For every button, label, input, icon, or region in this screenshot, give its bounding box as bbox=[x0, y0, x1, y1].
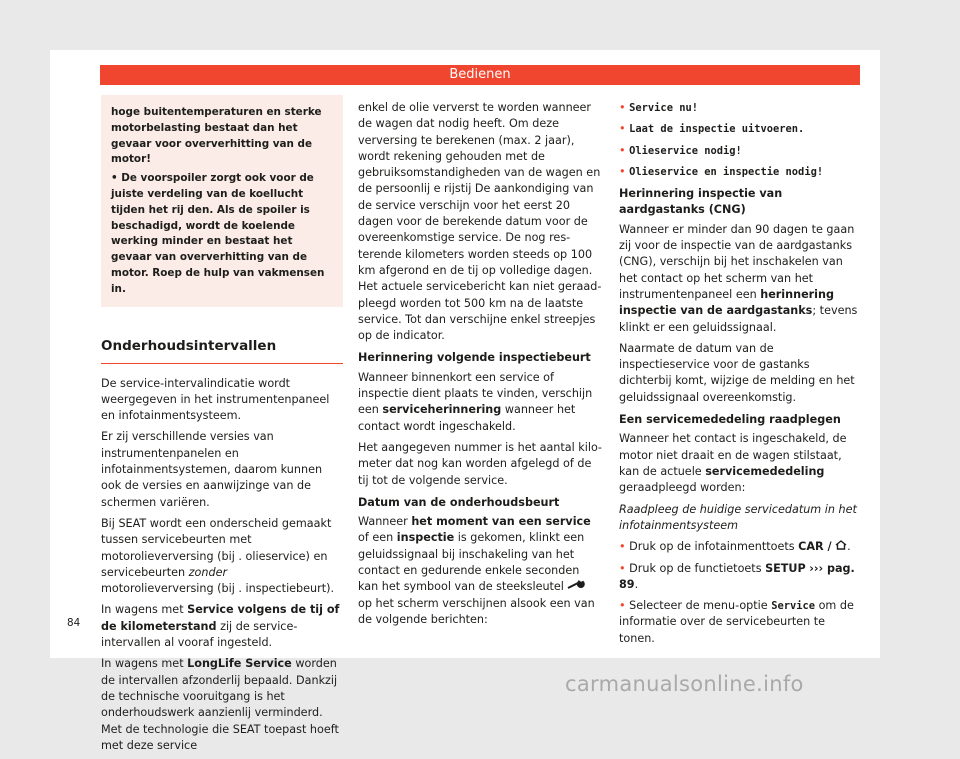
message-item: • Olieservice en inspectie nodig! bbox=[619, 164, 824, 178]
warning-line-1: hoge buitentemperaturen en sterke motorbelasting bestaat dan het gevaar voor oververhitting van de motor! bbox=[111, 106, 322, 166]
watermark: carmanualsonline.info bbox=[565, 672, 804, 696]
step-item: • Selecteer de menu-optie Service om de informatie over de servicebeurten te tonen. bbox=[619, 599, 854, 645]
paragraph: In wagens met Service volgens de tij of de kilometerstand zij de service-intervallen al vooraf ingesteld. bbox=[101, 603, 340, 650]
subheading: Datum van de onderhoudsbeurt bbox=[358, 495, 560, 509]
subheading: Herinnering volgende inspectiebeurt bbox=[358, 351, 591, 365]
message-item: • Laat de inspectie uitvoeren. bbox=[619, 122, 805, 136]
message-item: • Service nu! bbox=[619, 101, 698, 114]
paragraph: Er zij verschillende versies van instrumentenpanelen en infotainmentsystemen, daarom kunnen ook de versies en aanwijzinge van de schermen variëren. bbox=[101, 430, 323, 509]
paragraph: In wagens met LongLife Service worden de intervallen afzonderlij bepaald. Dankzij de technische vooruitgang is het onderhoudswerk aanzienlij verminderd. Met de technologie die SEAT toepast hoeft met deze service bbox=[101, 657, 339, 752]
column-1 bbox=[101, 95, 343, 759]
home-icon bbox=[835, 539, 847, 555]
step-item: • Druk op de functietoets SETUP ››› pag. 89. bbox=[619, 561, 855, 591]
message-item: • Olieservice nodig! bbox=[619, 143, 742, 157]
subheading: Herinnering inspectie van aardgastanks (CNG) bbox=[619, 187, 783, 217]
paragraph: Bij SEAT wordt een onderscheid gemaakt tussen servicebeurten met motorolieverversing (bij . olieservice) en servicebeurten zonder motorolieverversing (bij . inspectiebeurt). bbox=[101, 516, 335, 596]
step-item: • Druk op de infotainmenttoets CAR / . bbox=[619, 539, 861, 555]
section-title: Onderhoudsintervallen bbox=[101, 337, 343, 364]
paragraph: Naarmate de datum van de inspectieservice voor de gastanks dichterbij komt, wijzige de melding en het geluidssignaal overeenkomstig. bbox=[619, 341, 855, 404]
paragraph: enkel de olie ververst te worden wanneer de wagen dat nodig heeft. Om deze verversing te berekenen (max. 2 jaar), wordt rekening gehouden met de gebruiksomstandigheden van de wagen en de persoonlij e rijstij De aankondiging van de service verschijn voor het eerst 20 dagen voor de berekende datum voor de overeenkomstige service. De nog resterende kilometers worden steeds op 100 km afgerond en de tij op volledige dagen. Het actuele servicebericht kan niet geraadpleegd worden tot 500 km na de laatste service. Tot dan verschijne enkel streepjes op de indicator. bbox=[358, 101, 602, 343]
paragraph: Wanneer het contact is ingeschakeld, de motor niet draait en de wagen stilstaat, kan de actuele servicemededeling geraadpleegd worden: bbox=[619, 432, 847, 495]
warning-box bbox=[101, 95, 343, 307]
page-header: Bedienen bbox=[100, 65, 860, 85]
wrench-icon bbox=[567, 579, 585, 595]
paragraph: Wanneer het moment van een service of een inspectie is gekomen, klinkt een geluidssignaal bij inschakeling van het contact en gedurende enkele seconden kan het symbool van de steeksleutel op het scherm verschijnen alsook een van de volgende berichten: bbox=[358, 515, 595, 627]
column-3 bbox=[619, 100, 861, 652]
paragraph: Raadpleeg de huidige servicedatum in het infotainmentsysteem bbox=[619, 502, 857, 532]
subheading: Een servicemededeling raadplegen bbox=[619, 413, 841, 427]
page-number: 84 bbox=[67, 617, 81, 629]
paragraph: Wanneer er minder dan 90 dagen te gaan zij voor de inspectie van de aardgastanks (CNG), verschijn bij het inschakelen van het contact op het scherm van het instrumentenpaneel een herinnering inspectie van de aardgastanks; tevens klinkt er een geluidssignaal. bbox=[619, 222, 858, 334]
paragraph: Wanneer binnenkort een service of inspectie dient plaats te vinden, verschijn een serviceherinnering wanneer het contact wordt ingeschakeld. bbox=[358, 370, 593, 433]
warning-line-2: • De voorspoiler zorgt ook voor de juiste verdeling van de koellucht tijden het rij den. Als de spoiler is beschadigd, wordt de koelende werking minder en bestaat het gevaar van oververhitting van de motor. Roep de hulp van vakmensen in. bbox=[111, 172, 325, 295]
paragraph: Het aangegeven nummer is het aantal kilometer dat nog kan worden afgelegd of de tij tot de volgende service. bbox=[358, 440, 602, 487]
column-2 bbox=[358, 100, 602, 633]
paragraph: De service-intervalindicatie wordt weergegeven in het instrumentenpaneel en infotainmentsysteem. bbox=[101, 376, 330, 423]
